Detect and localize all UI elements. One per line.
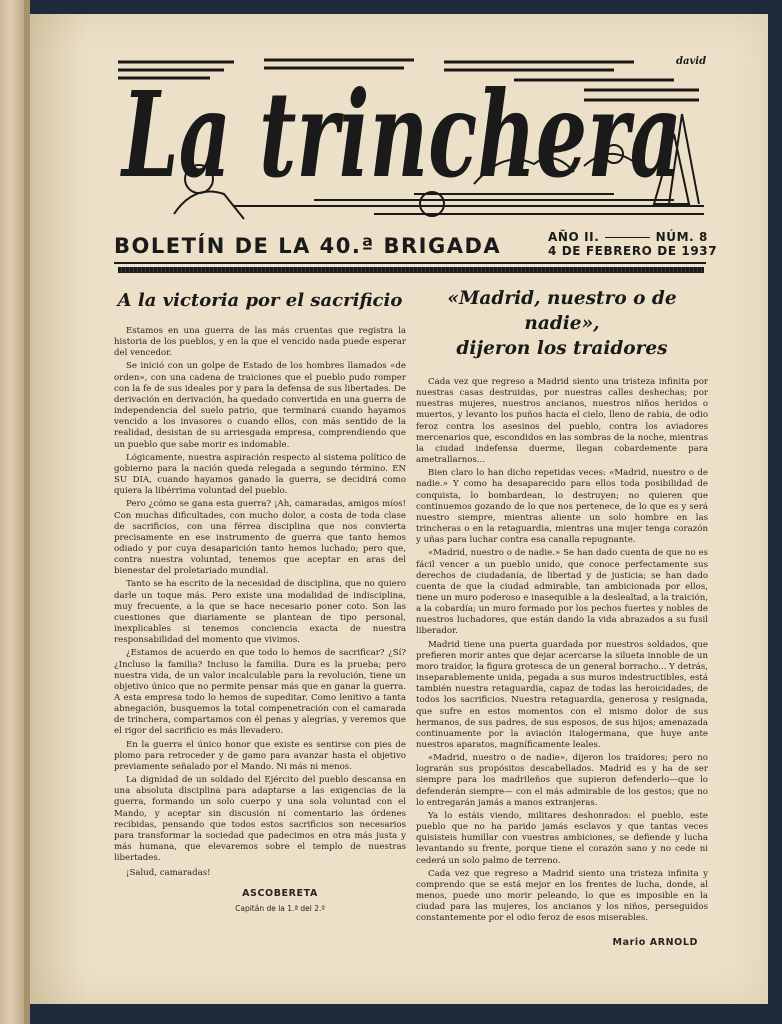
- book-binding: [0, 0, 24, 1024]
- left-signer: [114, 888, 406, 914]
- right-paragraph: Bien claro lo han dicho repetidas veces: «Madrid, nuestro o de nadie.» Y como ha desaparecido para ellos toda posibilidad de conquista, lo bombardean, lo destruyen; no quieren que continuemos gozando de lo que nos pertenece, de lo que es y será nuestro siempre, mientras aliente un solo hombre en las trincheras o en la retaguardia, mientras una mujer tenga corazón y uñas para luchar contra esa canalla repugnante.: [416, 468, 708, 546]
- right-author: Mario ARNOLD: [612, 936, 698, 948]
- masthead-title: La trinchera: [119, 65, 683, 204]
- right-headline-line1: «Madrid, nuestro o de nadie»,: [447, 288, 677, 334]
- left-paragraph: Estamos en una guerra de las más cruentas que registra la historia de los pueblos, y en la que el vencido nada puede esperar del vencedor.: [114, 326, 406, 359]
- left-paragraph: La dignidad de un soldado del Ejército del pueblo descansa en una absoluta disciplina para adaptarse a las exigencias de la guerra, formando un solo cuerpo y una sola voluntad con el Mando, y aceptar sin discusión ni comentario las órdenes recibidas, pensando que todos estos sacrificios son necesarios para transformar la sociedad que padecimos en otra más justa y más humana, que elevaremos sobre el templo de nuestras libertades.: [114, 775, 406, 864]
- header-rule-thick: [118, 267, 704, 273]
- masthead: [114, 54, 706, 224]
- issue-year: AÑO II.: [548, 230, 600, 244]
- left-paragraph: En la guerra el único honor que existe es sentirse con pies de plomo para retroceder y de gamo para avanzar hasta el objetivo previamente señalado por el Mando. Ni más ni menos.: [114, 739, 406, 772]
- right-paragraph: «Madrid, nuestro o de nadie», dijeron los traidores; pero no lograrán sus propósitos descabellados. Madrid es y ha de ser siempre para los madrileños que supieron defenderlo—que lo defenderán siempre— con el más admirable de los gestos; que no lo entregarán jamás a manos extranjeras.: [416, 753, 708, 808]
- left-article: [114, 290, 406, 914]
- issue-info: [548, 230, 718, 258]
- right-article: [416, 286, 708, 948]
- right-headline-line2: dijeron los traidores: [456, 338, 668, 359]
- left-paragraph: Se inició con un golpe de Estado de los hombres llamados «de orden», con una cadena de traiciones que el pueblo pudo romper con la fe de sus ideales por y para la defensa de sus libertades. De derivación en derivación, ha quedado convertida en una guerra de independencia del suelo patrio, que terminará cuando hayamos vencido a los invasores o cuando ellos, con más sentido de la realidad, desistan de su arriesgada empresa, comprendiendo que un pueblo que sabe morir es indomable.: [114, 361, 406, 450]
- masthead-illustration: [114, 54, 706, 224]
- right-paragraph: Cada vez que regreso a Madrid siento una tristeza infinita por nuestras casas destruidas, por nuestras calles deshechas; por nuestras mujeres, nuestros ancianos, nuestros niños heridos o muertos, y levanto los puños hacia el cielo, lleno de rabia, de odio feroz contra los asesinos del pueblo, contra los aviadores mercenarios que, escondidos en las sombras de la noche, mientras la ciudad indefensa duerme, llegan cobardemente para ametrallarnos...: [416, 377, 708, 466]
- issue-date: 4 DE FEBRERO DE 1937: [548, 244, 718, 258]
- right-paragraph: Ya lo estáis viendo, militares deshonrados: el pueblo, este pueblo que no ha parido jamás esclavos y que tantas veces quisisteis humillar con vuestras ambiciones, se defiende y lucha levantando su frente, porque tiene el corazón sano y no cede ni cederá un solo palmo de terreno.: [416, 810, 708, 866]
- left-salute: ¡Salud, camaradas!: [126, 868, 211, 879]
- left-paragraph: Tanto se ha escrito de la necesidad de disciplina, que no quiero darle un toque más. Pero existe una modalidad de indisciplina, muy frecuente, a la que se hace necesario poner coto. Son las cuestiones que diariamente se plantean de tipo personal, inexplicables si tenemos conciencia exacta de nuestra responsabilidad del momento que vivimos.: [114, 579, 406, 646]
- header-rule-thin: [114, 262, 706, 264]
- right-headline: [416, 286, 708, 361]
- page-fold-shadow: [30, 14, 90, 1004]
- issue-row-bottom: [548, 244, 718, 258]
- left-paragraph: Lógicamente, nuestra aspiración respecto al sistema político de gobierno para la nación queda relegada a segundo término. EN SU DIA, cuando hayamos ganado la guerra, se decidirá como quiera la libérrima voluntad del pueblo.: [114, 452, 406, 497]
- left-paragraph: ¿Estamos de acuerdo en que todo lo hemos de sacrificar? ¿Sí? ¿Incluso la familia? Incluso la familia. Dura es la prueba; pero nuestra vida, de un valor incalculable para la revolución, tiene un objetivo único que no permite pensar más que en ganar la guerra. A esta empresa todo lo hemos de supeditar. Como lenitivo a tanta abnegación, busquemos la total compenetración con el camarada de trinchera, compartamos con él penas y alegrías, y veremos que el rigor del sacrificio es más llevadero.: [114, 648, 406, 737]
- right-paragraph: «Madrid, nuestro o de nadie.» Se han dado cuenta de que no es fácil vencer a un pueblo unido, que conoce perfectamente sus derechos de ciudadanía, de libertad y de justicia; se han dado cuenta de que la ciudad admirable, tan ambicionada por ellos, tiene un muro poderoso e inasequible a la deslealtad, a la traición, a la cobardía; un muro formado por los pechos fuertes y nobles de nuestros luchadores, que están dando la vida abrazados a su fusil liberador.: [416, 548, 708, 637]
- issue-number: NÚM. 8: [655, 230, 708, 244]
- issue-dash: [605, 237, 649, 238]
- left-author-role: Capitán de la 1.ª del 2.º: [235, 903, 325, 913]
- issue-row-top: [548, 230, 708, 244]
- artist-signature: david: [676, 56, 707, 67]
- left-author: ASCOBERETA: [242, 887, 318, 899]
- bulletin-subtitle: BOLETÍN DE LA 40.ª BRIGADA: [114, 234, 502, 258]
- left-headline: A la victoria por el sacrificio: [117, 290, 403, 311]
- left-paragraph: Pero ¿cómo se gana esta guerra? ¡Ah, camaradas, amigos míos! Con muchas dificultades, con mucho dolor, a costa de toda clase de sacrificios, con una férrea disciplina que nos convierta precisamente en ese instrumento de guerra que tanto hemos odiado y por cuya desaparición tanto hemos luchado; pero que, contra nuestra voluntad, tenemos que aceptar en aras del bienestar del proletariado mundial.: [114, 499, 406, 577]
- right-paragraph: Madrid tiene una puerta guardada por nuestros soldados, que prefieren morir antes que dejar acercarse la silueta innoble de un moro traidor, la figura grotesca de un general borracho... Y detrás, inseparablemente unida, pegada a sus muros indestructibles, está también nuestra retaguardia, capaz de todas las heroicidades, de todos los sacrificios. Nuestra retaguardia, generosa y resignada, que sufre en estos momentos con el mismo dolor de sus hermanos, de sus padres, de sus esposos, de sus hijos; amenazada continuamente por la aviación italogermana, que huye ante nuestros aparatos, magníficamente leales.: [416, 639, 708, 750]
- right-paragraph: Cada vez que regreso a Madrid siento una tristeza infinita y comprendo que se está mejor en los frentes de lucha, donde, al menos, puede uno morir peleando, lo que es imposible en la ciudad para las mujeres, los ancianos y los niños, perseguidos constantemente por el odio feroz de esos miserables.: [416, 868, 708, 924]
